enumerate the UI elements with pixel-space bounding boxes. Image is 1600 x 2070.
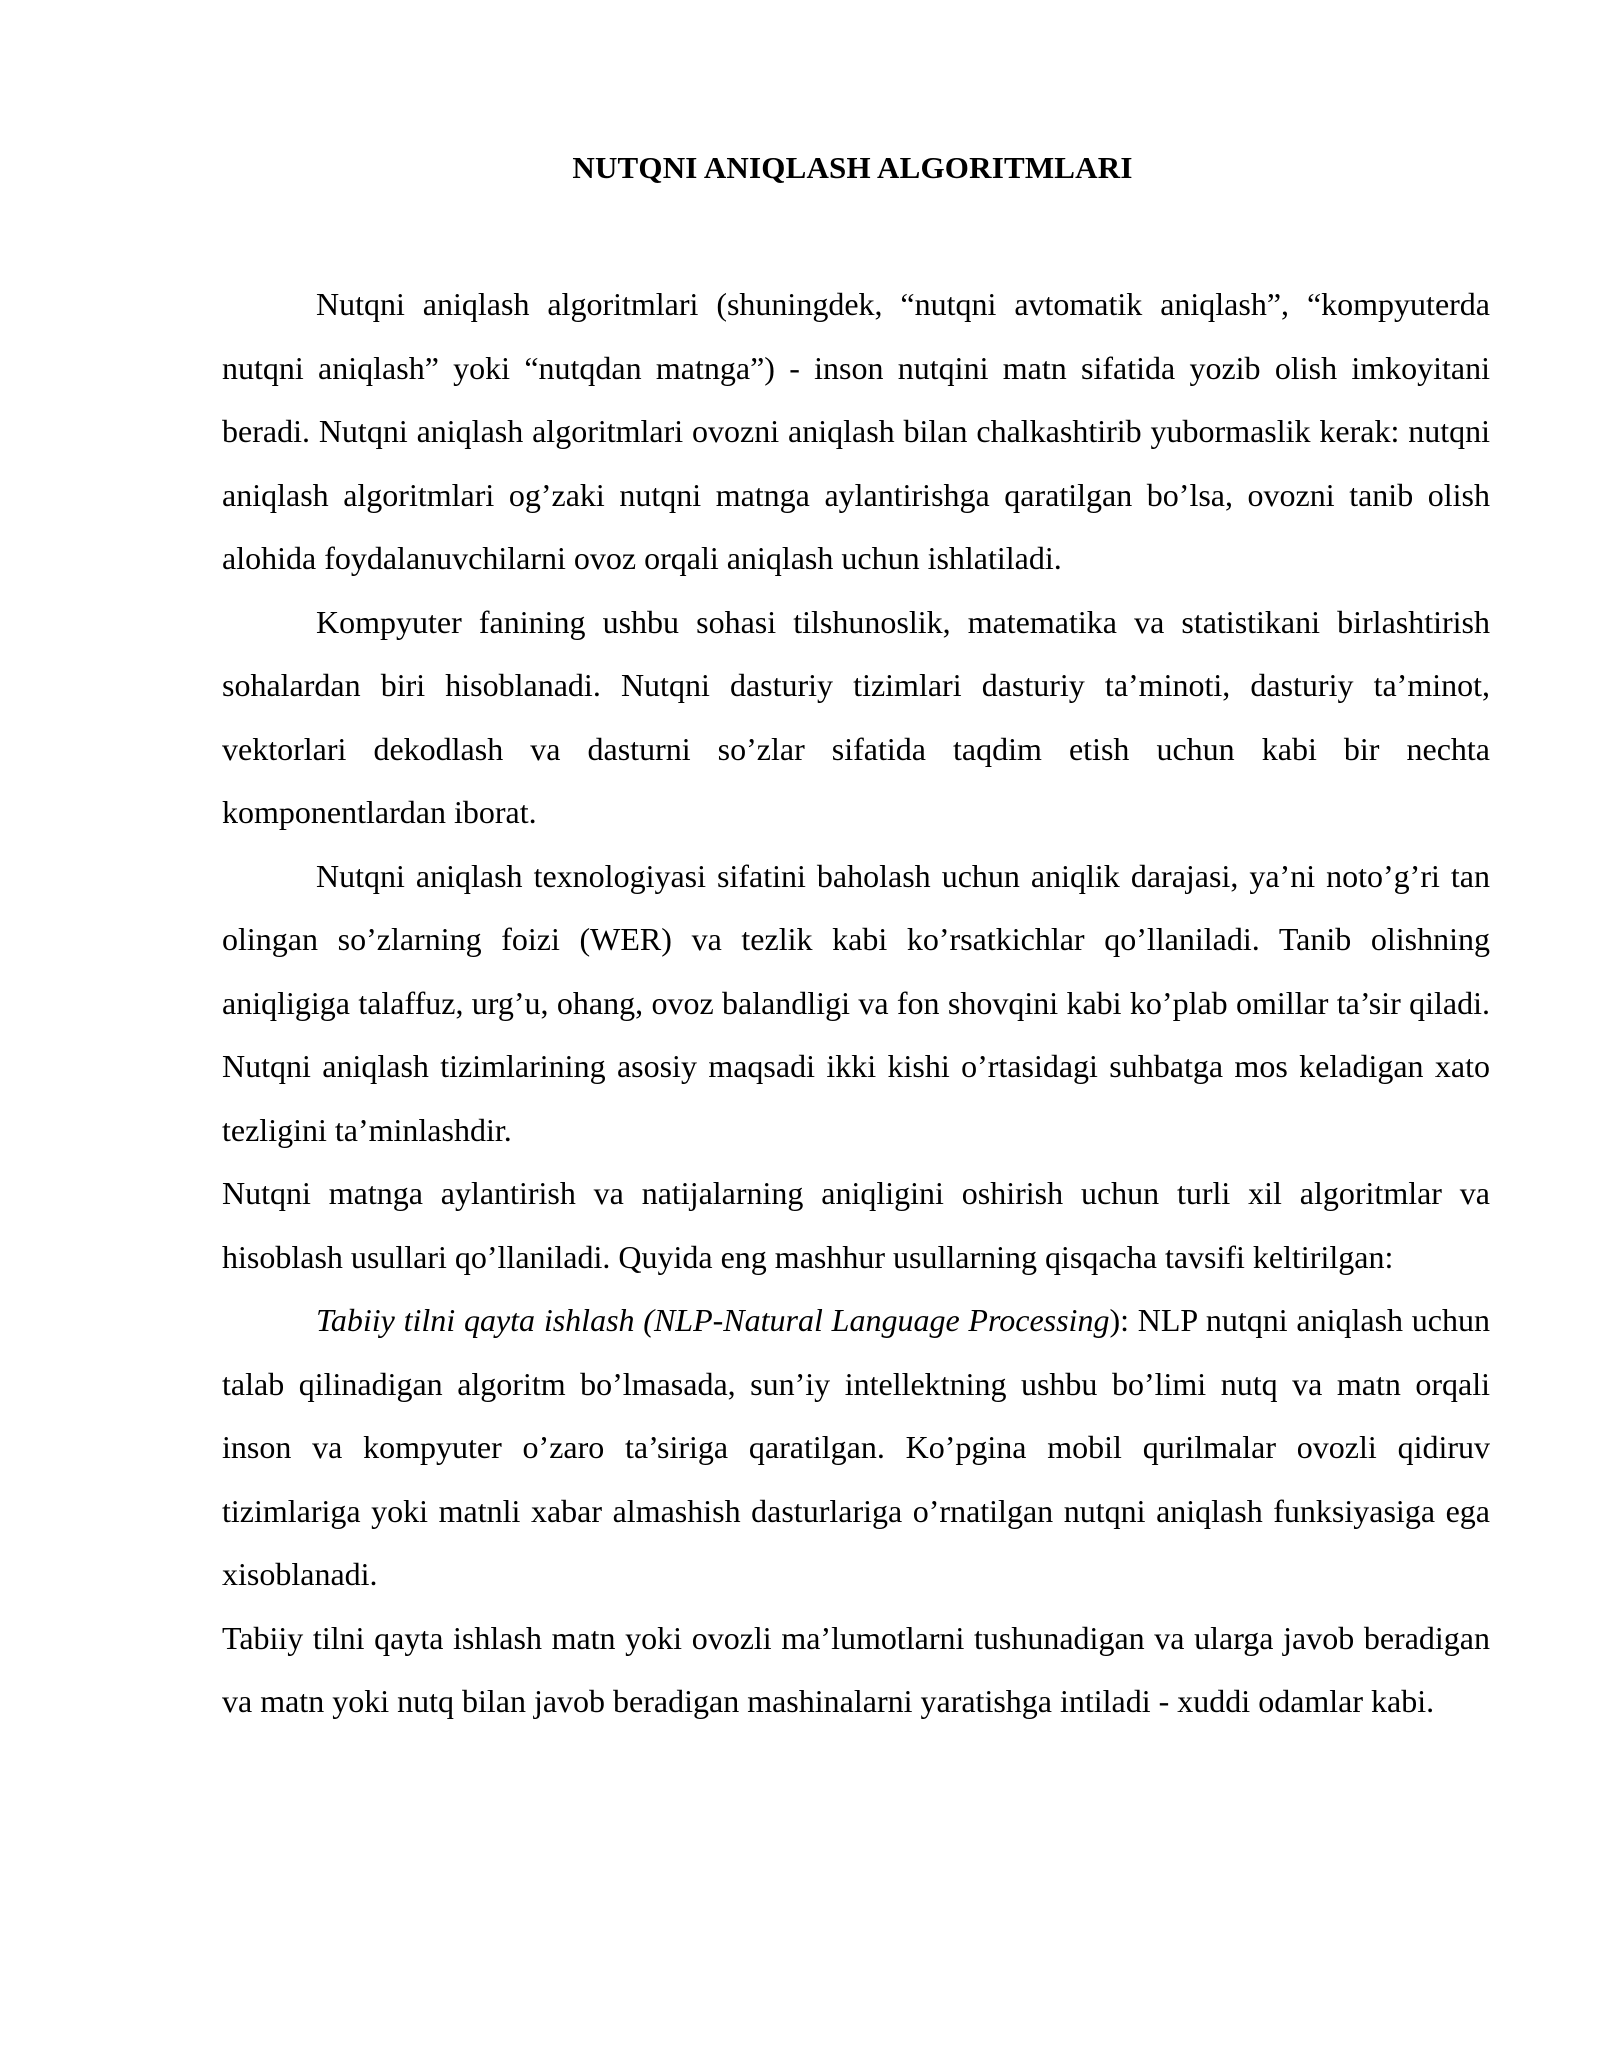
paragraph-2: Kompyuter fanining ushbu sohasi tilshunoslik, matematika va statistikani birlashtirish sohalardan biri hisoblanadi. Nutqni dasturiy tizimlari dasturiy ta’minoti, dasturiy ta’minot, vektorlari dekodlash va dasturni so’zlar sifatida taqdim etish uchun kabi bir nechta komponentlardan iborat.: [222, 603, 1490, 830]
paragraph-6: Tabiiy tilni qayta ishlash matn yoki ovozli ma’lumotlarni tushunadigan va ularga javob beradigan va matn yoki nutq bilan javob beradigan mashinalarni yaratishga intiladi - xuddi odamlar kabi.: [222, 1619, 1490, 1719]
paragraph-4: Nutqni matnga aylantirish va natijalarning aniqligini oshirish uchun turli xil algoritmlar va hisoblash usullari qo’llaniladi. Quyida eng mashhur usullarning qisqacha tavsifi keltirilgan:: [222, 1175, 1490, 1275]
document-body: [222, 273, 1490, 1734]
paragraph-1: Nutqni aniqlash algoritmlari (shuningdek, “nutqni avtomatik aniqlash”, “kompyuterda nutqni aniqlash” yoki “nutqdan matnga”) - inson nutqini matn sifatida yozib olish imkoyitani beradi. Nutqni aniqlash algoritmlari ovozni aniqlash bilan chalkashtirib yubormaslik kerak: nutqni aniqlash algoritmlari og’zaki nutqni matnga aylantirishga qaratilgan bo’lsa, ovozni tanib olish alohida foydalanuvchilarni ovoz orqali aniqlash uchun ishlatiladi.: [222, 286, 1490, 576]
paragraph-5-italic-lead: Tabiiy tilni qayta ishlash (NLP-Natural Language Processing: [316, 1302, 1110, 1338]
paragraph-5: [222, 1289, 1490, 1607]
paragraph-3: Nutqni aniqlash texnologiyasi sifatini baholash uchun aniqlik darajasi, ya’ni noto’g’ri tan olingan so’zlarning foizi (WER) va tezlik kabi ko’rsatkichlar qo’llaniladi. Tanib olishning aniqligiga talaffuz, urg’u, ohang, ovoz balandligi va fon shovqini kabi ko’plab omillar ta’sir qiladi. Nutqni aniqlash tizimlarining asosiy maqsadi ikki kishi o’rtasidagi suhbatga mos keladigan xato tezligini ta’minlashdir.: [222, 857, 1490, 1148]
paragraph-5-text: ): NLP nutqni aniqlash uchun talab qilinadigan algoritm bo’lmasada, sun’iy intellektning ushbu bo’limi nutq va matn orqali inson va kompyuter o’zaro ta’siriga qaratilgan. Ko’pgina mobil qurilmalar ovozli qidiruv tizimlariga yoki matnli xabar almashish dasturlariga o’rnatilgan nutqni aniqlash funksiyasiga ega xisoblanadi.: [222, 1302, 1491, 1592]
document-title: NUTQNI ANIQLASH ALGORITMLARI: [572, 150, 1133, 185]
